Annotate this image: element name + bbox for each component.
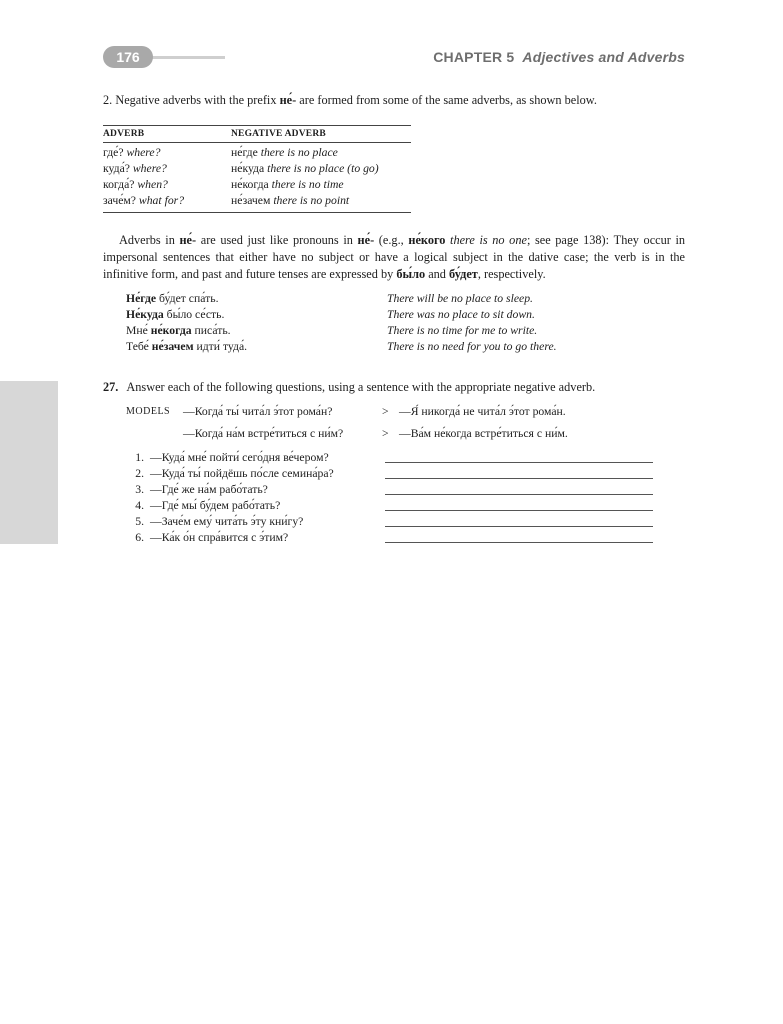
models-label: MODELS [126,406,171,417]
adverb-table [103,125,411,213]
section-2-intro: 2. Negative adverbs with the prefix не́- are formed from some of the same adverbs, as shown below. [103,93,597,107]
side-tab-marker [0,381,58,544]
example-sentences [126,292,626,356]
page-number: 176 [103,46,153,68]
exercise-items [130,451,670,547]
answer-blank[interactable] [385,526,653,527]
example-row: Тебе́ не́зачем идти́ туда́. There is no need for you to go there. [126,340,557,353]
table-row: где́? where? не́где there is no place [103,146,338,159]
column-header-adverb: ADVERB [103,126,231,143]
exercise-item: 6. —Ка́к о́н спра́вится с э́тим? [130,531,670,547]
exercise-item: 3. —Где́ же на́м рабо́тать? [130,483,670,499]
running-header [433,49,685,65]
exercise-item: 1. —Куда́ мне́ пойти́ сего́дня ве́чером? [130,451,670,467]
page-number-rule [145,56,225,59]
model-example: —Когда́ ты́ чита́л э́тот рома́н? > —Я́ никогда́ не чита́л э́тот рома́н. [183,405,566,418]
model-example: —Когда́ на́м встре́титься с ни́м? > —Ва́м не́когда встре́титься с ни́м. [183,427,568,440]
table-row: когда́? when? не́когда there is no time [103,178,344,191]
example-row: Мне́ не́когда писа́ть. There is no time for me to write. [126,324,538,337]
exercise-item: 4. —Где́ мы́ бу́дем рабо́тать? [130,499,670,515]
exercise-item: 5. —Заче́м ему́ чита́ть э́ту кни́гу? [130,515,670,531]
exercise-item: 2. —Куда́ ты́ пойдёшь по́сле семина́ра? [130,467,670,483]
column-header-negative-adverb: NEGATIVE ADVERB [231,126,411,143]
table-header-row [103,126,411,143]
chapter-title: Adjectives and Adverbs [522,49,685,65]
example-row: Не́где бу́дет спа́ть. There will be no place to sleep. [126,292,533,305]
arrow-symbol: > [382,427,389,440]
table-row: куда́? where? не́куда there is no place (to go) [103,162,379,175]
table-row: заче́м? what for? не́зачем there is no point [103,194,411,213]
example-row: Не́куда бы́ло се́сть. There was no place to sit down. [126,308,535,321]
answer-blank[interactable] [385,542,653,543]
exercise-instruction: 27. Answer each of the following questions, using a sentence with the appropriate negative adverb. [103,380,596,394]
arrow-symbol: > [382,405,389,418]
chapter-label: CHAPTER 5 [433,49,515,65]
answer-blank[interactable] [385,494,653,495]
answer-blank[interactable] [385,478,653,479]
exercise-number: 27. [103,380,119,394]
explanation-paragraph: Adverbs in не́- are used just like pronouns in не́- (e.g., не́кого there is no one; see page 138): They occur in impersonal sentences that either have no subject or have a logical subject in the dative case; the verb is in the infinitive form, and past and future tenses are expressed by бы́ло and бу́дет, respectively. [103,233,686,281]
answer-blank[interactable] [385,510,653,511]
answer-blank[interactable] [385,462,653,463]
